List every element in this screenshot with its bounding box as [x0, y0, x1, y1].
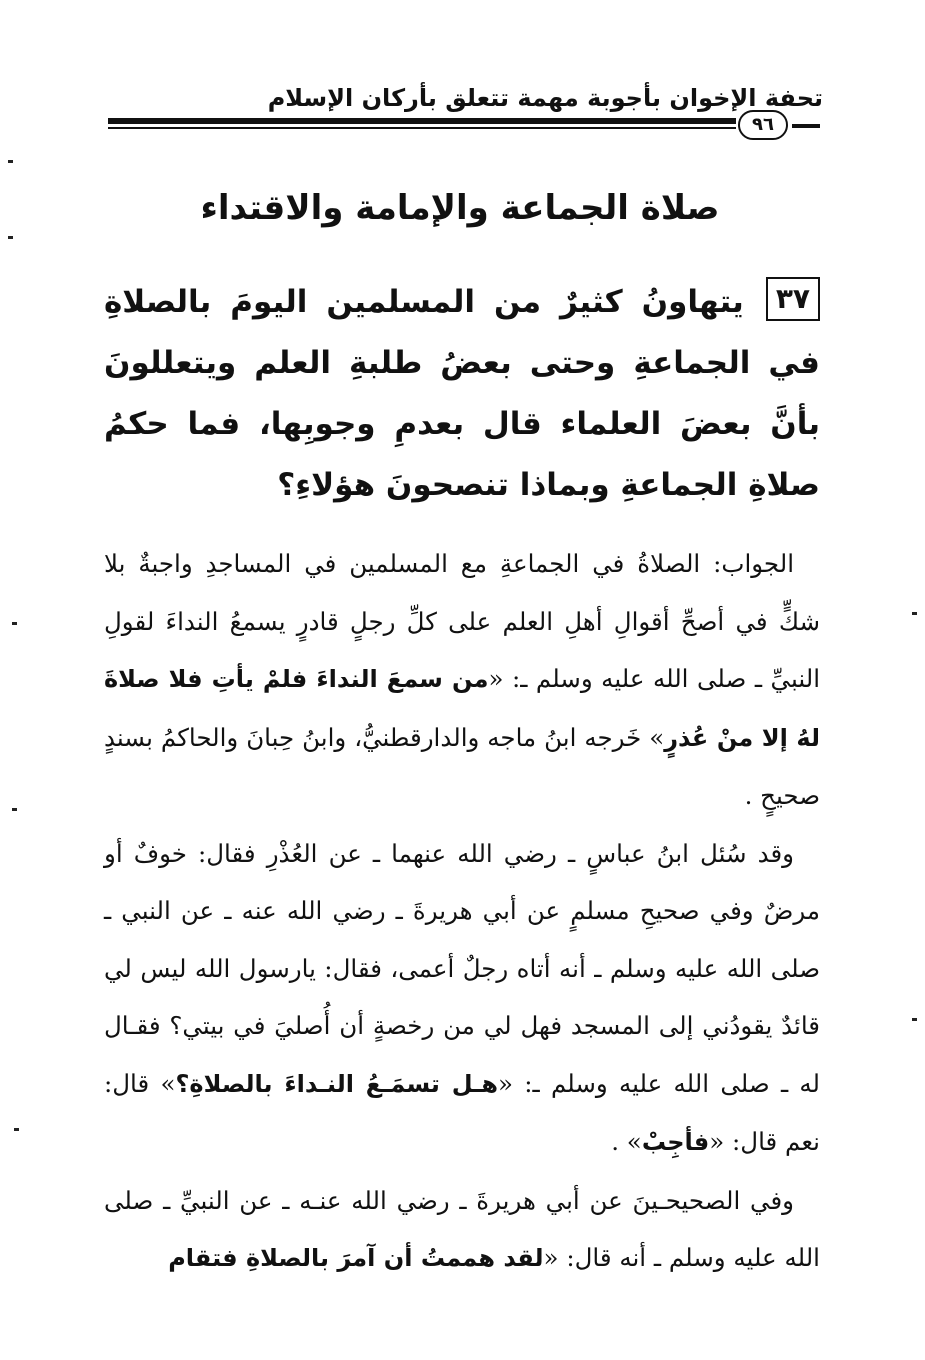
scan-speck — [8, 160, 13, 163]
answer-p2-end: » . — [611, 1127, 642, 1156]
answer-paragraph-1 — [104, 535, 820, 825]
question-number: ٣٧ — [766, 277, 820, 321]
header-rule — [108, 118, 736, 131]
hadith-quote-4: لقد هممتُ أن آمرَ بالصلاةِ فتقام — [168, 1244, 544, 1272]
scan-speck — [14, 1128, 19, 1131]
answer-block — [104, 535, 820, 1288]
answer-p3-text: وفي الصحيحـينَ عن أبي هريرةَ ـ رضي الله عنـه ـ عن النبيِّ ـ صلى الله عليه وسلم ـ أنه قال: « — [104, 1185, 820, 1272]
scan-speck — [8, 236, 13, 239]
hadith-quote-3: فأجِبْ — [641, 1128, 710, 1156]
page-number: ٩٦ — [738, 110, 788, 140]
answer-p2-mid: » قال: نعم قال: « — [104, 1068, 820, 1156]
answer-p2-text: وقد سُئل ابنُ عباسٍ ـ رضي الله عنهما ـ عن العُذْرِ فقال: خوفٌ أو مرضٌ وفي صحيحِ مسلمٍ عن أبي هريرةَ ـ رضي الله عنه ـ عن النبي ـ صلى الله عليه وسلم ـ أنه أتاه رجلٌ أعمى، فقال: يارسول الله ليس لي قائدٌ يقودُني إلى المسجد فهل لي من رخصةٍ أن أُصليَ في بيتي؟ فقـال له ـ صلى الله عليه وسلم ـ: « — [104, 838, 820, 1098]
question-block — [104, 272, 820, 516]
hadith-quote-1: من سمعَ النداءَ فلمْ يأتِ فلا صلاةَ لهُ إلا منْ عُذرٍ — [104, 665, 820, 752]
page-number-dash — [792, 124, 820, 128]
hadith-quote-2: هـل تسمَـعُ النـداءَ بالصلاةِ؟ — [175, 1069, 498, 1098]
scan-speck — [12, 808, 17, 811]
question-text: يتهاونُ كثيرٌ من المسلمين اليومَ بالصلاةِ في الجماعةِ وحتى بعضُ طلبةِ العلم ويتعللونَ بأنَّ بعضَ العلماء قال بعدمِ وجوبِها، فما حكمُ صلاةِ الجماعةِ وبماذا تنصحونَ هؤلاءِ؟ — [104, 284, 820, 503]
answer-paragraph-3 — [104, 1172, 820, 1288]
header-rule-thick — [108, 118, 736, 124]
answer-paragraph-2 — [104, 825, 820, 1172]
answer-p1-intro: الجواب: الصلاةُ في الجماعةِ مع المسلمين في المساجدِ واجبةٌ بلا شكٍّ في أصحِّ أقوالِ أهلِ العلم على كلِّ رجلٍ قادرٍ يسمعُ النداءَ لقولِ النبيِّ ـ صلى الله عليه وسلم ـ: « — [104, 549, 821, 693]
scan-speck — [912, 1018, 917, 1021]
section-title: صلاة الجماعة والإمامة والاقتداء — [200, 188, 720, 228]
answer-p1-outro: » خَرجه ابنُ ماجه والدارقطنيُّ، وابنُ حِبانَ والحاكمُ بسندٍ صحيحٍ . — [104, 722, 820, 810]
header-rule-thin — [108, 127, 736, 129]
running-header-title: تحفة الإخوان بأجوبة مهمة تتعلق بأركان الإسلام — [267, 84, 823, 112]
scan-speck — [912, 612, 917, 615]
scan-speck — [12, 622, 17, 625]
